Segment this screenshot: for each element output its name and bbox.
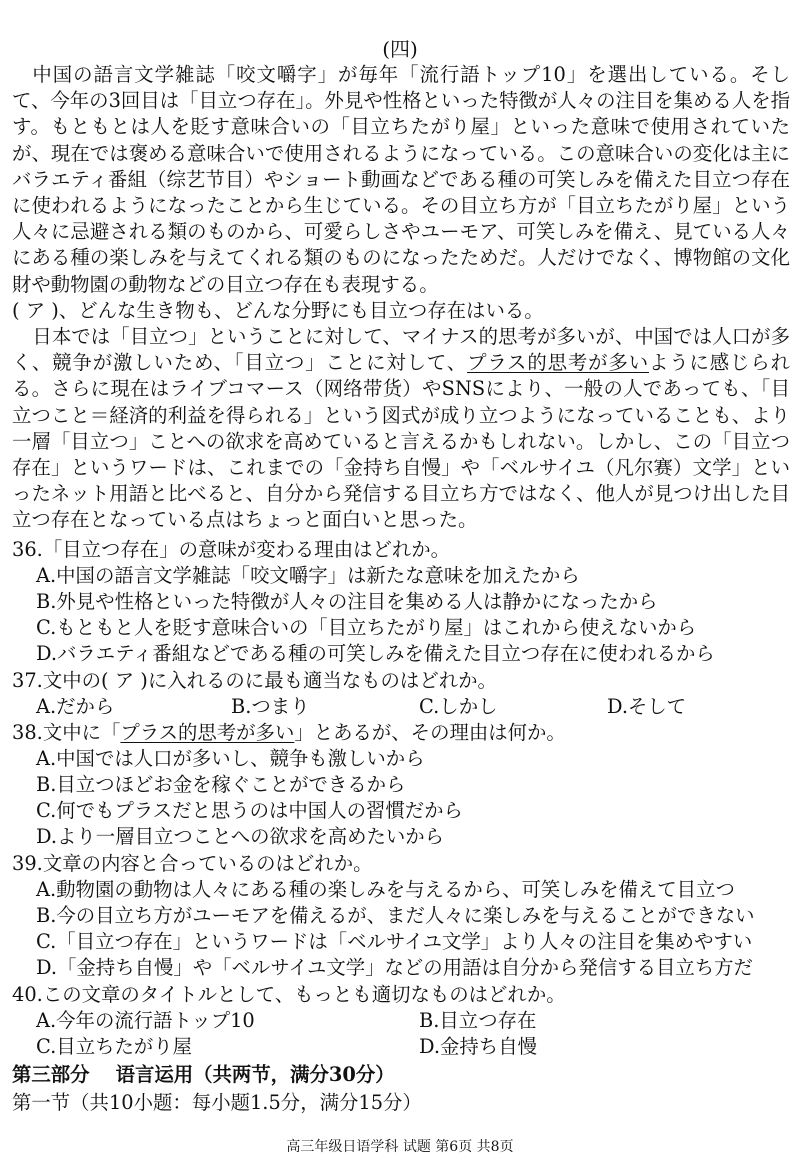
passage-paragraph-2: [12, 324, 790, 534]
q36-option-a: A.中国の語言文学雑誌「咬文嚼字」は新たな意味を加えたから: [36, 564, 580, 587]
q40-option-c: C.目立ちたがり屋: [36, 1035, 193, 1058]
section-title: (四): [382, 37, 418, 61]
q37-option-a: A.だから: [36, 695, 115, 718]
q39-option-a: A.動物園の動物は人々にある種の楽しみを与えるから、可笑しみを備えて目立つ: [36, 878, 735, 901]
q36-option-b: B.外見や性格といった特徴が人々の注目を集める人は静かになったから: [36, 590, 658, 613]
part-three-title: 语言运用（共两节，满分30分）: [115, 1063, 395, 1086]
part-three-label: 第三部分: [12, 1063, 90, 1086]
q36-option-c: C.もともと人を貶す意味合いの「目立ちたがり屋」はこれから使えないから: [36, 616, 697, 639]
q37-option-c: C.しかし: [419, 695, 498, 718]
q40-option-a: A.今年の流行語トップ10: [36, 1009, 255, 1032]
page-footer: 高三年级日语学科 试题 第6页 共8页: [286, 1139, 514, 1155]
q37-option-b: B.つまり: [231, 695, 310, 718]
q40-option-d: D.金持ち自慢: [419, 1035, 537, 1058]
q38-stem-before: 38.文中に「: [12, 721, 121, 744]
q39-option-d: D.「金持ち自慢」や「ベルサイユ文学」などの用語は自分から発信する目立ち方だ: [36, 956, 753, 979]
q38-underlined-phrase: プラス的思考が多い: [120, 721, 295, 744]
passage-paragraph-1-tail: ( ア )、どんな生き物も、どんな分野にも目立つ存在はいる。: [12, 298, 544, 322]
q38-option-b: B.目立つほどお金を稼ぐことができるから: [36, 773, 406, 796]
reading-passage: [12, 62, 790, 534]
passage-paragraph-1: 中国の語言文学雑誌「咬文嚼字」が毎年「流行語トップ10」を選出している。そして、今年の3回目は「目立つ存在」。外見や性格といった特徴が人々の注目を集める人を指す。もともとは人を貶す意味合いの「目立ちたがり屋」といった意味で使用されていたが、現在では褒める意味合いで使用されるようになっている。この意味合いの変化は主にバラエティ番組（综艺节目）やショート動画などである種の可笑しみを備えた目立つ存在に使われるようになったことから生じている。その目立ち方が「目立ちたがり屋」という人々に忌避される類のものから、可愛らしさやユーモア、可笑しみを備え、見ている人々にある種の楽しみを与えてくれる類のものになったためだ。人だけでなく、博物館の文化財や動物園の動物などの目立つ存在も表現する。: [12, 63, 790, 296]
question-39: 39.文章の内容と合っているのはどれか。: [12, 852, 373, 875]
question-36: 36.「目立つ存在」の意味が変わる理由はどれか。: [12, 538, 451, 561]
q40-option-b: B.目立つ存在: [419, 1009, 537, 1032]
question-37: 37.文中の( ア )に入れるのに最も適当なものはどれか。: [12, 669, 497, 692]
q38-option-c: C.何でもプラスだと思うのは中国人の習慣だから: [36, 799, 463, 822]
q37-option-d: D.そして: [607, 695, 687, 718]
underlined-phrase: プラス的思考が多い: [467, 351, 649, 375]
q38-option-a: A.中国では人口が多いし、競争も激しいから: [36, 747, 425, 770]
q38-option-d: D.より一層目立つことへの欲求を高めたいから: [36, 825, 445, 848]
passage-p2-before: 日本では「目立つ」ということに対して、マイナス的思考が多いが、中国では人口が多く、競争が激しいため、「目立つ」ことに対して、: [12, 325, 790, 375]
q39-option-b: B.今の目立ち方がユーモアを備えるが、まだ人々に楽しみを与えることができない: [36, 904, 755, 927]
section-one-heading: 第一节（共10小题：每小题1.5分，满分15分）: [12, 1091, 422, 1114]
q38-stem-after: 」とあるが、その理由は何か。: [294, 721, 566, 744]
part-three-heading: [12, 1062, 395, 1088]
q36-option-d: D.バラエティ番組などである種の可笑しみを備えた目立つ存在に使われるから: [36, 642, 715, 665]
question-38: [12, 720, 566, 746]
question-40: 40.この文章のタイトルとして、もっとも適切なものはどれか。: [12, 983, 566, 1006]
q39-option-c: C.「目立つ存在」というワードは「ベルサイユ文学」より人々の注目を集めやすい: [36, 930, 753, 953]
passage-p2-after: ように感じられる。さらに現在はライブコマース（网络带货）やSNSにより、一般の人であっても、「目立つこと＝経済的利益を得られる」という図式が成り立つようになっていることも、より一層「目立つ」ことへの欲求を高めていると言えるかもしれない。しかし、この「目立つ存在」というワードは、これまでの「金持ち自慢」や「ベルサイユ（凡尔赛）文学」といったネット用語と比べると、自分から発信する目立ち方ではなく、他人が見つけ出した目立つ存在となっている点はちょっと面白いと思った。: [12, 351, 791, 532]
